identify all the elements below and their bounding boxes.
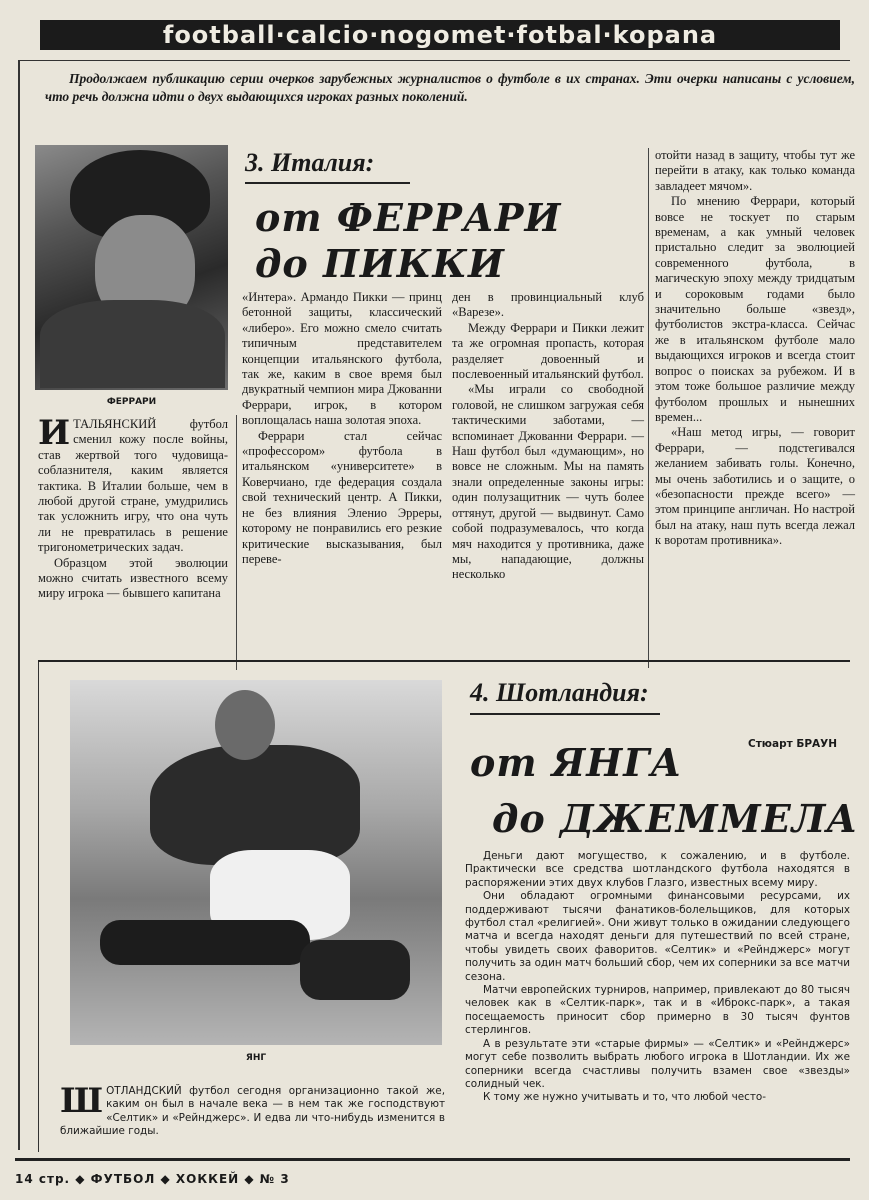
article2-body-p4: А в результате эти «старые фирмы» — «Селтик» и «Рейнджерс» могут себе позволить выбрать любого игрока в Шотландии. Их же соперники всегда счастливы получить взамен свое «звезды» солидный чек.	[465, 1037, 850, 1090]
article1-col4-p2: По мнению Феррари, который вовсе не тоскует по старым временам, а как умный человек пристально следит за эволюцией современного футбола, в магическую эпоху между тридцатым и сороковым годами было значительно больше «звезд», футболистов экстра-класса. Сейчас же в итальянском футболе мало выдающихся игроков и всегда стоит вопрос о поисках за рубежом. И в этом тоже большое различие между футболом прошлых и нынешних времен...	[655, 194, 855, 424]
young-photo-head	[215, 690, 275, 760]
article2-title	[470, 735, 858, 847]
article1-title-line1: от ФЕРРАРИ	[255, 195, 562, 240]
article2-body-p1: Деньги дают могущество, к сожалению, и в футболе. Практически все средства шотландского футбола находятся в распоряжении этих двух клубов Глазго, известных всему миру.	[465, 850, 850, 889]
article1-title-line2: до ПИККИ	[255, 241, 505, 286]
young-photo-jersey	[150, 745, 360, 865]
masthead-banner: football·calcio·nogomet·fotbal·kopana	[40, 20, 840, 50]
article1-col3-p2: Между Феррари и Пикки лежит та же огромная пропасть, которая разделяет довоенный и послевоенный итальянский футбол.	[452, 320, 644, 382]
article1-title	[255, 195, 561, 287]
article2-body-p2: Они обладают огромными финансовыми ресурсами, их поддерживают тысячи фанатиков-болельщиков, для которых футбол стал «религией». Они живут только в ожидании следующего матча и всегда находят деньги для путешествий по всей стране, чтобы увидеть своих фаворитов. «Селтик» и «Рейнджерс» могут получить за один матч больший сбор, чем их соперники за все матчи сезона.	[465, 890, 850, 983]
article2-body	[465, 850, 850, 1105]
top-rule	[20, 60, 850, 61]
article1-col4-p3: «Наш метод игры, — говорит Феррари, — подстегивался желанием забивать голы. Конечно, мы очень заботились и о защите, о «безопасности прежде всего» — этом принципе англичан. Но настрой был на атаку, наш путь всегда лежал к воротам противника».	[655, 425, 855, 548]
ferrari-photo-coat	[40, 300, 225, 388]
article2-lead	[60, 1081, 445, 1139]
series-intro: Продолжаем публикацию серии очерков зарубежных журналистов о футболе в их странах. Эти очерки написаны с условием, что речь должна идти о двух выдающихся игроках разных поколений.	[45, 71, 855, 104]
article2-drop-cap: Ш	[60, 1081, 104, 1121]
article2-body-p3: Матчи европейских турниров, например, привлекают до 80 тысяч человек как в «Селтик-парк», так и в «Иброкс-парк», а такая посещаемость приносит сбор примерно в 30 тысяч фунтов стерлингов.	[465, 984, 850, 1037]
article2-heading: 4. Шотландия:	[470, 678, 649, 707]
column-divider	[648, 148, 649, 668]
article1-col3-p1: ден в провинциальный клуб «Варезе».	[452, 290, 644, 320]
article1-heading-rule	[245, 182, 410, 184]
article2-title-line2: до ДЖЕММЕЛА	[492, 796, 859, 841]
article1-col2-p1: «Интера». Армандо Пикки — принц бетонной защиты, классический «либеро». Его можно смело считать типичным представителем концепции итальянского футбола, так же, каким в свое время был двукратный чемпион мира Джованни Феррари, игрок, в котором воплощалась наша золотая эпоха.	[242, 290, 442, 428]
article2-body-p5: К тому же нужно учитывать и то, что любой често-	[483, 1091, 766, 1104]
page-footer: 14 стр. ◆ ФУТБОЛ ◆ ХОККЕЙ ◆ № 3	[15, 1172, 290, 1186]
left-rule	[18, 60, 20, 1150]
column-divider	[236, 415, 237, 670]
article2-lead-text: ОТЛАНДСКИЙ футбол сегодня организационно такой же, каким он был в начале века — в нем так же господствуют «Селтик» и «Рейнджерс». И едва ли что-нибудь изменится в ближайшие годы.	[60, 1085, 445, 1138]
young-photo-leg	[100, 920, 310, 965]
article1-column-3	[452, 290, 644, 583]
article1-column-1	[38, 413, 228, 602]
article1-col3-p3: «Мы играли со свободной головой, не слишком загружая себя тактическими заботами, — вспоминает Джованни Феррари. — Наш футбол был «думающим», но вовсе не сложным. Мы на память знали определенные законы игры: один полузащитник — чуть более оттянут, другой — выдвинут. Само собой подразумевалось, что когда мяч находится у противника, даже мы, нападающие, должны несколько	[452, 382, 644, 582]
article1-col4-p1: отойти назад в защиту, чтобы тут же перейти в атаку, как только команда завладеет мячом».	[655, 148, 855, 193]
young-photo-caption: ЯНГ	[245, 1053, 267, 1063]
article2-title-line1: от ЯНГА	[470, 740, 683, 785]
article1-drop-cap: И	[38, 413, 71, 453]
article1-col1-p1: ТАЛЬЯНСКИЙ футбол сменил кожу после войны, став жертвой того чудовища-соблазнителя, каким является тактика. В Италии больше, чем в любой другой стране, умудрились так усложнить игру, что она чуть ли не превратилась в решение тригонометрических задач.	[38, 417, 228, 555]
footer-rule	[15, 1158, 850, 1161]
young-photo-boot	[300, 940, 410, 1000]
article1-col2-p2: Феррари стал сейчас «профессором» футбола в итальянском «университете» в Коверчиано, где федерация создала свой технический центр. А Пикки, не без влияния Эленио Эрреры, которому не понравились его резкие критические высказывания, был переве-	[242, 428, 442, 566]
article2-heading-rule	[470, 713, 660, 715]
article1-column-2	[242, 290, 442, 567]
ferrari-photo-caption: ФЕРРАРИ	[106, 397, 157, 407]
article2-author: Стюарт БРАУН	[748, 738, 838, 750]
article1-col1-p2: Образцом этой эволюции можно считать известного всему миру игрока — бывшего капитана	[38, 555, 228, 601]
article1-heading: 3. Италия:	[245, 148, 375, 177]
article1-column-4	[655, 148, 855, 549]
